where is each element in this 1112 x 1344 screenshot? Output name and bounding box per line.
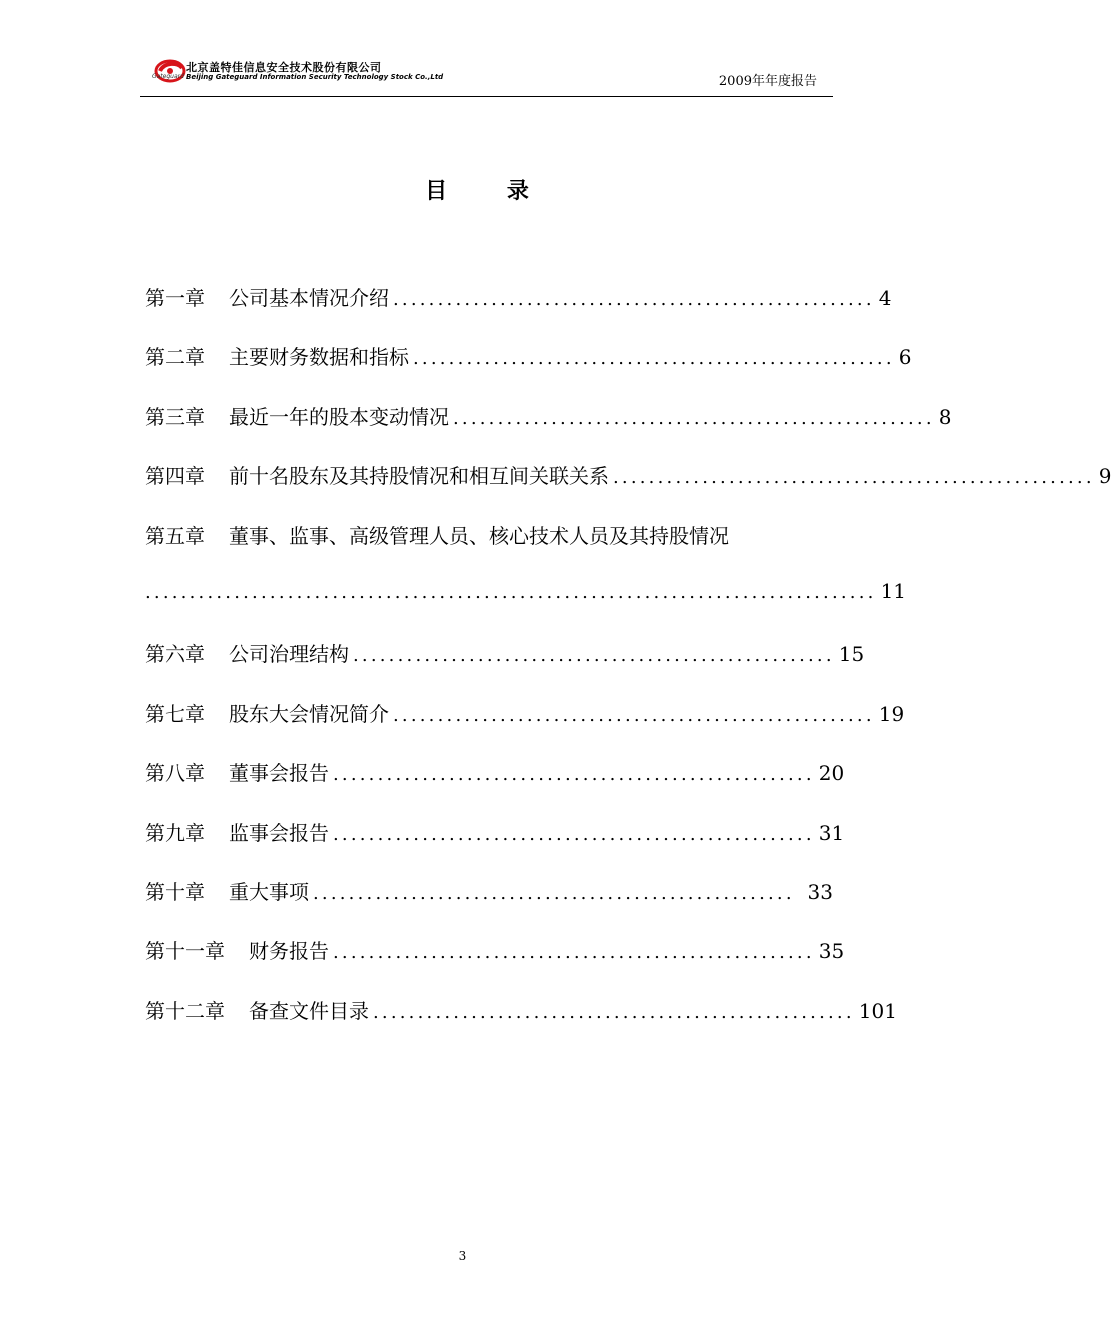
toc-entry-title: 董事会报告 (229, 761, 329, 786)
toc-leader: ...................................................... (373, 1001, 855, 1023)
toc-page-number: 9 (1098, 464, 1112, 489)
toc-leader: ...................................................... (393, 289, 875, 310)
toc-chapter: 第六章 (145, 642, 205, 667)
toc-entry-title: 公司基本情况介绍 (229, 286, 389, 310)
toc-entry[interactable] (145, 935, 845, 994)
page-number: 3 (458, 1249, 467, 1263)
toc-chapter: 第十二章 (145, 998, 225, 1023)
logo-caption: Gateguard (152, 73, 184, 80)
toc-chapter: 第九章 (145, 820, 205, 845)
toc-chapter: 第四章 (145, 464, 205, 489)
toc-title: 目 录 (425, 179, 555, 204)
toc-leader: ...................................................... (413, 348, 895, 370)
toc-entry[interactable] (145, 995, 897, 1054)
toc-entry-title: 财务报告 (249, 939, 329, 964)
table-of-contents (145, 282, 1112, 1054)
toc-entry[interactable] (145, 698, 905, 757)
toc-chapter: 第七章 (145, 701, 205, 726)
toc-page-number: 6 (898, 345, 912, 370)
toc-chapter: 第十章 (145, 879, 205, 904)
report-title: 2009年年度报告 (718, 74, 817, 89)
toc-entry-continuation[interactable] (145, 578, 907, 638)
toc-entry-title: 董事、监事、高级管理人员、核心技术人员及其持股情况 (229, 523, 729, 548)
toc-entry[interactable] (145, 638, 865, 697)
toc-chapter: 第二章 (145, 345, 205, 370)
header-divider (140, 96, 833, 97)
toc-entry-title: 监事会报告 (229, 820, 329, 845)
toc-leader: ...................................................... (353, 645, 835, 667)
toc-entry[interactable] (145, 282, 892, 341)
toc-entry[interactable] (145, 520, 833, 579)
page-header (140, 48, 833, 98)
toc-page-number: 33 (807, 879, 833, 904)
toc-entry[interactable] (145, 460, 1112, 519)
toc-entry-title: 股东大会情况简介 (229, 701, 389, 726)
toc-page-number: 31 (818, 820, 845, 845)
toc-entry[interactable] (145, 817, 845, 876)
toc-entry-title: 重大事项 (229, 879, 309, 904)
company-logo-icon (152, 56, 188, 86)
toc-leader: ...................................................... (333, 823, 815, 845)
toc-page-number: 11 (880, 578, 907, 603)
toc-entry-title: 前十名股东及其持股情况和相互间关联关系 (229, 464, 609, 489)
toc-chapter: 第三章 (145, 404, 205, 429)
toc-chapter: 第八章 (145, 761, 205, 786)
toc-leader: ...................................................... (393, 704, 875, 726)
toc-entry-title: 主要财务数据和指标 (229, 345, 409, 370)
toc-leader: .................................................................................. (145, 581, 877, 603)
toc-leader: ...................................................... (333, 942, 815, 964)
toc-leader: ...................................................... (613, 467, 1095, 489)
toc-page-number: 19 (878, 701, 905, 726)
toc-chapter: 第十一章 (145, 939, 225, 964)
toc-entry-title: 最近一年的股本变动情况 (229, 404, 449, 429)
toc-chapter: 第一章 (145, 286, 205, 310)
toc-page-number: 35 (818, 939, 845, 964)
toc-entry[interactable] (145, 876, 833, 935)
toc-leader: ...................................................... (453, 407, 935, 429)
toc-page-number: 8 (938, 404, 952, 429)
company-name-cn: 北京盖特佳信息安全技术股份有限公司 (186, 61, 382, 74)
toc-page-number: 20 (818, 761, 845, 786)
toc-entry[interactable] (145, 341, 912, 400)
toc-page-number: 15 (838, 642, 865, 667)
toc-entry-title: 备查文件目录 (249, 998, 369, 1023)
toc-leader: ...................................................... (333, 764, 815, 786)
toc-leader: ...................................................... (313, 882, 795, 904)
toc-entry-title: 公司治理结构 (229, 642, 349, 667)
toc-page-number: 4 (878, 286, 892, 310)
toc-page-number: 101 (858, 998, 897, 1023)
toc-chapter: 第五章 (145, 523, 205, 548)
company-name-en: Beijing Gateguard Information Security Technology Stock Co.,Ltd (186, 73, 444, 81)
toc-entry[interactable] (145, 757, 845, 816)
toc-entry[interactable] (145, 401, 952, 460)
